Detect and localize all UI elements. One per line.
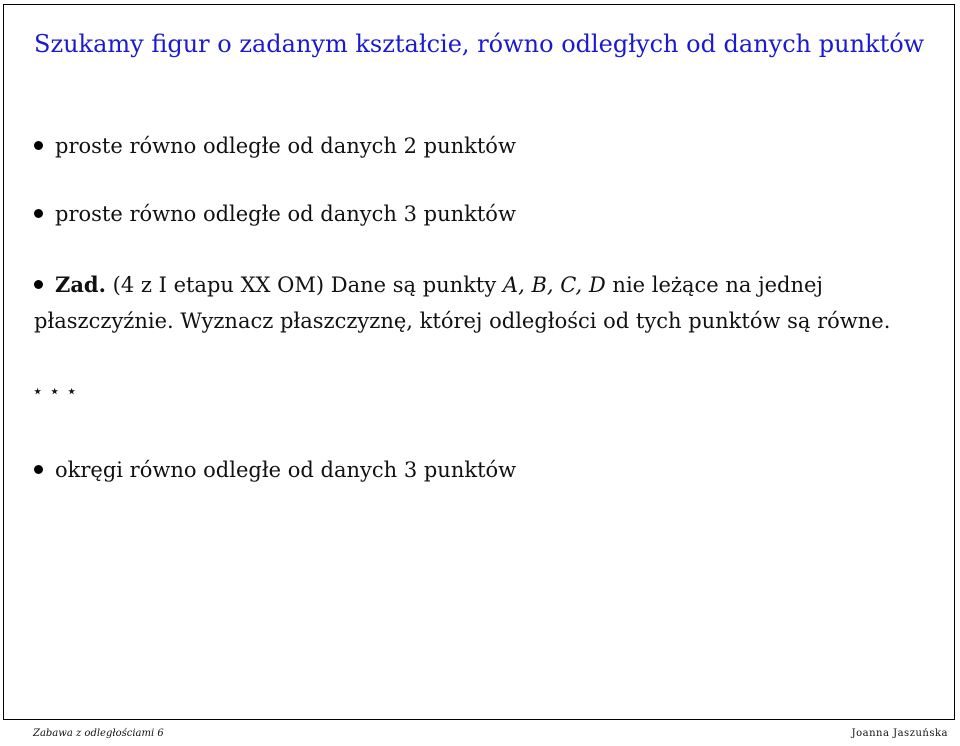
task-text-before: (4 z I etapu XX OM) Dane są punkty: [112, 273, 497, 297]
bullet-text: proste równo odległe od danych 3 punktów: [55, 202, 516, 226]
bullet-dot-icon: [34, 280, 43, 289]
separator: ⋆ ⋆ ⋆: [32, 381, 78, 402]
footer-left: Zabawa z odległościami 6: [33, 728, 164, 739]
slide-title: Szukamy figur o zadanym kształcie, równo odległych od danych punktów: [34, 30, 925, 58]
bullet-text: okręgi równo odległe od danych 3 punktów: [55, 458, 517, 482]
bullet-dot-icon: [34, 465, 43, 474]
footer-right: Joanna Jaszuńska: [851, 728, 948, 739]
task-item: [34, 267, 934, 339]
bullet-item-3: [34, 455, 934, 485]
bullet-dot-icon: [34, 141, 43, 150]
bullet-item-2: [34, 199, 934, 229]
task-math: A, B, C, D: [502, 273, 606, 297]
bullet-item-1: [34, 131, 934, 161]
slide: [3, 4, 955, 720]
bullet-dot-icon: [34, 209, 43, 218]
bullet-text: proste równo odległe od danych 2 punktów: [55, 134, 516, 158]
task-label: Zad.: [55, 272, 106, 297]
task-text-after: nie leżące na jednej płaszczyźnie. Wyznacz płaszczyznę, której odległości od tych punktów są równe.: [34, 273, 891, 333]
